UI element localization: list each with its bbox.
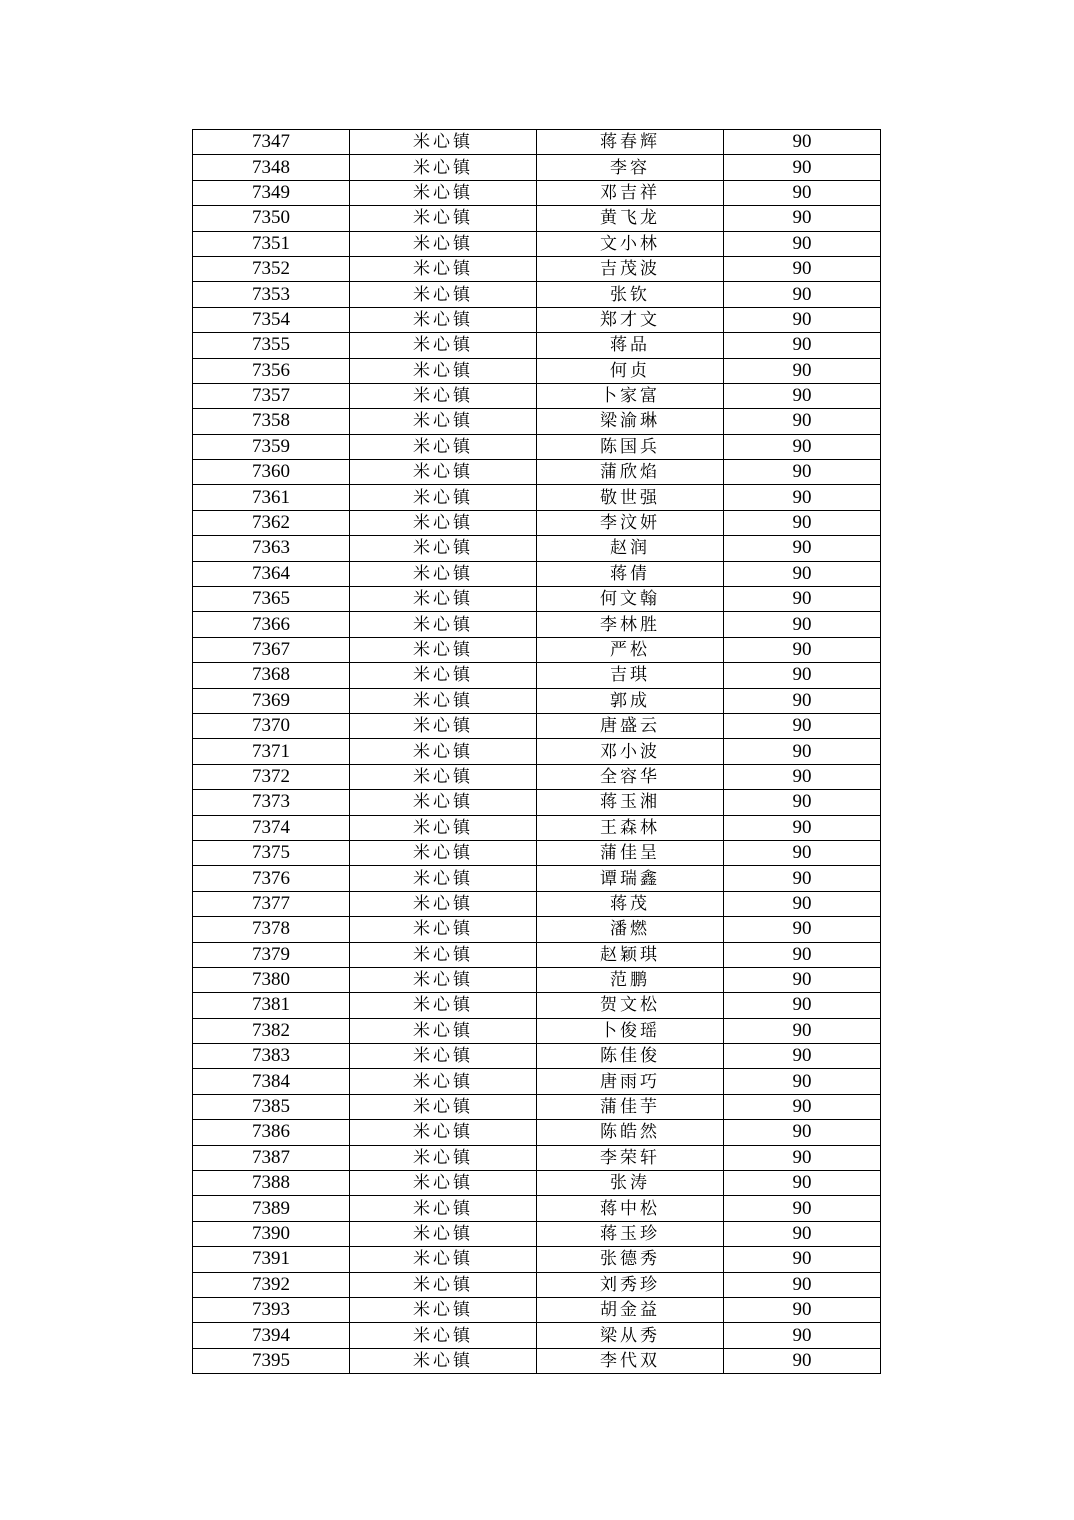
cell-id: 7351	[193, 231, 350, 256]
table-row	[193, 739, 881, 764]
cell-name: 梁渝琳	[537, 409, 724, 434]
table-row	[193, 1069, 881, 1094]
table-row	[193, 155, 881, 180]
cell-id: 7366	[193, 612, 350, 637]
cell-name: 卜家富	[537, 383, 724, 408]
table-row	[193, 663, 881, 688]
cell-score: 90	[724, 739, 881, 764]
cell-town: 米心镇	[350, 1272, 537, 1297]
cell-name: 蒲佳呈	[537, 840, 724, 865]
cell-id: 7390	[193, 1221, 350, 1246]
cell-town: 米心镇	[350, 663, 537, 688]
cell-id: 7349	[193, 180, 350, 205]
cell-score: 90	[724, 485, 881, 510]
cell-score: 90	[724, 612, 881, 637]
cell-town: 米心镇	[350, 536, 537, 561]
cell-id: 7365	[193, 587, 350, 612]
cell-name: 陈国兵	[537, 434, 724, 459]
table-row	[193, 917, 881, 942]
cell-town: 米心镇	[350, 510, 537, 535]
cell-id: 7377	[193, 891, 350, 916]
table-row	[193, 460, 881, 485]
cell-score: 90	[724, 993, 881, 1018]
cell-score: 90	[724, 383, 881, 408]
cell-score: 90	[724, 206, 881, 231]
cell-score: 90	[724, 510, 881, 535]
cell-name: 郑才文	[537, 307, 724, 332]
table-row	[193, 333, 881, 358]
cell-name: 邓小波	[537, 739, 724, 764]
cell-id: 7356	[193, 358, 350, 383]
cell-id: 7360	[193, 460, 350, 485]
cell-id: 7354	[193, 307, 350, 332]
cell-id: 7369	[193, 688, 350, 713]
cell-id: 7364	[193, 561, 350, 586]
cell-name: 蒲佳芋	[537, 1094, 724, 1119]
cell-name: 梁从秀	[537, 1323, 724, 1348]
cell-score: 90	[724, 1171, 881, 1196]
cell-id: 7367	[193, 637, 350, 662]
cell-name: 潘燃	[537, 917, 724, 942]
cell-town: 米心镇	[350, 612, 537, 637]
table-row	[193, 637, 881, 662]
cell-id: 7392	[193, 1272, 350, 1297]
cell-town: 米心镇	[350, 1094, 537, 1119]
table-row	[193, 1247, 881, 1272]
cell-id: 7357	[193, 383, 350, 408]
table-row	[193, 256, 881, 281]
roster-table	[192, 129, 881, 1374]
cell-name: 范鹏	[537, 967, 724, 992]
cell-town: 米心镇	[350, 1145, 537, 1170]
cell-town: 米心镇	[350, 917, 537, 942]
table-row	[193, 688, 881, 713]
table-row	[193, 282, 881, 307]
cell-score: 90	[724, 1094, 881, 1119]
cell-name: 蒋春辉	[537, 130, 724, 155]
cell-name: 王森林	[537, 815, 724, 840]
table-row	[193, 383, 881, 408]
cell-name: 蒋中松	[537, 1196, 724, 1221]
cell-score: 90	[724, 130, 881, 155]
cell-score: 90	[724, 917, 881, 942]
cell-score: 90	[724, 866, 881, 891]
table-row	[193, 942, 881, 967]
cell-score: 90	[724, 1069, 881, 1094]
cell-town: 米心镇	[350, 180, 537, 205]
cell-town: 米心镇	[350, 485, 537, 510]
cell-name: 邓吉祥	[537, 180, 724, 205]
cell-score: 90	[724, 561, 881, 586]
cell-id: 7363	[193, 536, 350, 561]
cell-name: 刘秀珍	[537, 1272, 724, 1297]
table-row	[193, 358, 881, 383]
cell-name: 蒲欣焰	[537, 460, 724, 485]
cell-name: 文小林	[537, 231, 724, 256]
cell-town: 米心镇	[350, 688, 537, 713]
cell-score: 90	[724, 815, 881, 840]
cell-town: 米心镇	[350, 1348, 537, 1373]
cell-name: 全容华	[537, 764, 724, 789]
cell-name: 蒋玉珍	[537, 1221, 724, 1246]
cell-town: 米心镇	[350, 155, 537, 180]
roster-table-body	[193, 130, 881, 1374]
cell-score: 90	[724, 282, 881, 307]
cell-score: 90	[724, 1323, 881, 1348]
cell-town: 米心镇	[350, 637, 537, 662]
cell-score: 90	[724, 764, 881, 789]
table-row	[193, 561, 881, 586]
cell-id: 7381	[193, 993, 350, 1018]
table-row	[193, 891, 881, 916]
cell-id: 7386	[193, 1120, 350, 1145]
cell-town: 米心镇	[350, 409, 537, 434]
table-row	[193, 1120, 881, 1145]
cell-name: 吉茂波	[537, 256, 724, 281]
cell-town: 米心镇	[350, 764, 537, 789]
cell-score: 90	[724, 231, 881, 256]
cell-town: 米心镇	[350, 333, 537, 358]
cell-score: 90	[724, 713, 881, 738]
table-row	[193, 587, 881, 612]
table-row	[193, 1297, 881, 1322]
cell-score: 90	[724, 1044, 881, 1069]
cell-name: 何贞	[537, 358, 724, 383]
cell-id: 7395	[193, 1348, 350, 1373]
cell-town: 米心镇	[350, 383, 537, 408]
cell-id: 7370	[193, 713, 350, 738]
cell-id: 7353	[193, 282, 350, 307]
cell-id: 7385	[193, 1094, 350, 1119]
cell-town: 米心镇	[350, 1323, 537, 1348]
cell-score: 90	[724, 1145, 881, 1170]
table-row	[193, 1348, 881, 1373]
cell-id: 7393	[193, 1297, 350, 1322]
cell-score: 90	[724, 663, 881, 688]
table-row	[193, 993, 881, 1018]
table-row	[193, 180, 881, 205]
cell-name: 张钦	[537, 282, 724, 307]
cell-name: 陈佳俊	[537, 1044, 724, 1069]
cell-score: 90	[724, 891, 881, 916]
cell-score: 90	[724, 256, 881, 281]
cell-score: 90	[724, 180, 881, 205]
cell-score: 90	[724, 1272, 881, 1297]
cell-id: 7378	[193, 917, 350, 942]
cell-score: 90	[724, 536, 881, 561]
cell-score: 90	[724, 840, 881, 865]
cell-town: 米心镇	[350, 815, 537, 840]
cell-name: 吉琪	[537, 663, 724, 688]
cell-town: 米心镇	[350, 130, 537, 155]
cell-town: 米心镇	[350, 891, 537, 916]
cell-name: 张德秀	[537, 1247, 724, 1272]
cell-town: 米心镇	[350, 1221, 537, 1246]
cell-id: 7379	[193, 942, 350, 967]
cell-id: 7358	[193, 409, 350, 434]
cell-name: 蒋玉湘	[537, 790, 724, 815]
table-row	[193, 1272, 881, 1297]
cell-id: 7352	[193, 256, 350, 281]
cell-id: 7355	[193, 333, 350, 358]
table-row	[193, 510, 881, 535]
cell-town: 米心镇	[350, 739, 537, 764]
cell-id: 7394	[193, 1323, 350, 1348]
table-row	[193, 485, 881, 510]
cell-name: 胡金益	[537, 1297, 724, 1322]
cell-name: 赵颖琪	[537, 942, 724, 967]
cell-id: 7373	[193, 790, 350, 815]
cell-id: 7361	[193, 485, 350, 510]
cell-town: 米心镇	[350, 790, 537, 815]
cell-score: 90	[724, 1247, 881, 1272]
cell-town: 米心镇	[350, 1018, 537, 1043]
cell-town: 米心镇	[350, 1247, 537, 1272]
cell-score: 90	[724, 790, 881, 815]
cell-name: 赵润	[537, 536, 724, 561]
cell-town: 米心镇	[350, 1297, 537, 1322]
table-row	[193, 840, 881, 865]
cell-score: 90	[724, 155, 881, 180]
cell-id: 7372	[193, 764, 350, 789]
cell-id: 7371	[193, 739, 350, 764]
table-row	[193, 231, 881, 256]
cell-id: 7389	[193, 1196, 350, 1221]
cell-id: 7380	[193, 967, 350, 992]
cell-town: 米心镇	[350, 1069, 537, 1094]
table-row	[193, 866, 881, 891]
cell-id: 7350	[193, 206, 350, 231]
cell-score: 90	[724, 967, 881, 992]
cell-name: 唐盛云	[537, 713, 724, 738]
cell-name: 李荣轩	[537, 1145, 724, 1170]
cell-town: 米心镇	[350, 256, 537, 281]
table-row	[193, 1018, 881, 1043]
cell-town: 米心镇	[350, 434, 537, 459]
cell-score: 90	[724, 1120, 881, 1145]
cell-name: 李林胜	[537, 612, 724, 637]
cell-name: 蒋茂	[537, 891, 724, 916]
cell-town: 米心镇	[350, 866, 537, 891]
cell-id: 7382	[193, 1018, 350, 1043]
table-row	[193, 307, 881, 332]
cell-score: 90	[724, 1348, 881, 1373]
cell-score: 90	[724, 1221, 881, 1246]
cell-town: 米心镇	[350, 231, 537, 256]
cell-town: 米心镇	[350, 993, 537, 1018]
cell-name: 陈皓然	[537, 1120, 724, 1145]
table-row	[193, 206, 881, 231]
table-row	[193, 409, 881, 434]
cell-score: 90	[724, 1196, 881, 1221]
cell-id: 7362	[193, 510, 350, 535]
cell-town: 米心镇	[350, 1171, 537, 1196]
cell-town: 米心镇	[350, 1196, 537, 1221]
cell-town: 米心镇	[350, 307, 537, 332]
table-row	[193, 1145, 881, 1170]
cell-name: 李汶妍	[537, 510, 724, 535]
cell-id: 7368	[193, 663, 350, 688]
cell-id: 7388	[193, 1171, 350, 1196]
cell-name: 李容	[537, 155, 724, 180]
table-row	[193, 815, 881, 840]
cell-id: 7376	[193, 866, 350, 891]
cell-id: 7387	[193, 1145, 350, 1170]
table-row	[193, 1196, 881, 1221]
cell-name: 黄飞龙	[537, 206, 724, 231]
cell-id: 7347	[193, 130, 350, 155]
table-row	[193, 1094, 881, 1119]
cell-id: 7383	[193, 1044, 350, 1069]
table-row	[193, 130, 881, 155]
cell-town: 米心镇	[350, 206, 537, 231]
cell-score: 90	[724, 637, 881, 662]
cell-name: 贺文松	[537, 993, 724, 1018]
cell-name: 郭成	[537, 688, 724, 713]
cell-name: 蒋倩	[537, 561, 724, 586]
cell-id: 7348	[193, 155, 350, 180]
table-row	[193, 1044, 881, 1069]
cell-town: 米心镇	[350, 713, 537, 738]
cell-town: 米心镇	[350, 561, 537, 586]
cell-name: 卜俊瑶	[537, 1018, 724, 1043]
cell-score: 90	[724, 688, 881, 713]
cell-town: 米心镇	[350, 967, 537, 992]
cell-id: 7374	[193, 815, 350, 840]
cell-score: 90	[724, 434, 881, 459]
cell-score: 90	[724, 587, 881, 612]
cell-town: 米心镇	[350, 282, 537, 307]
cell-town: 米心镇	[350, 942, 537, 967]
cell-name: 敬世强	[537, 485, 724, 510]
cell-score: 90	[724, 409, 881, 434]
cell-name: 李代双	[537, 1348, 724, 1373]
cell-town: 米心镇	[350, 358, 537, 383]
cell-score: 90	[724, 460, 881, 485]
table-row	[193, 1221, 881, 1246]
table-row	[193, 434, 881, 459]
cell-score: 90	[724, 307, 881, 332]
cell-id: 7359	[193, 434, 350, 459]
cell-town: 米心镇	[350, 587, 537, 612]
table-row	[193, 967, 881, 992]
cell-name: 谭瑞鑫	[537, 866, 724, 891]
cell-score: 90	[724, 358, 881, 383]
cell-score: 90	[724, 333, 881, 358]
cell-id: 7391	[193, 1247, 350, 1272]
cell-name: 张涛	[537, 1171, 724, 1196]
cell-name: 何文翰	[537, 587, 724, 612]
table-row	[193, 764, 881, 789]
cell-town: 米心镇	[350, 840, 537, 865]
table-row	[193, 1323, 881, 1348]
table-row	[193, 713, 881, 738]
cell-id: 7384	[193, 1069, 350, 1094]
cell-name: 唐雨巧	[537, 1069, 724, 1094]
table-row	[193, 790, 881, 815]
cell-town: 米心镇	[350, 1044, 537, 1069]
cell-town: 米心镇	[350, 460, 537, 485]
table-row	[193, 536, 881, 561]
cell-town: 米心镇	[350, 1120, 537, 1145]
cell-score: 90	[724, 1018, 881, 1043]
cell-name: 严松	[537, 637, 724, 662]
table-row	[193, 1171, 881, 1196]
cell-name: 蒋品	[537, 333, 724, 358]
cell-score: 90	[724, 1297, 881, 1322]
cell-id: 7375	[193, 840, 350, 865]
cell-score: 90	[724, 942, 881, 967]
table-row	[193, 612, 881, 637]
